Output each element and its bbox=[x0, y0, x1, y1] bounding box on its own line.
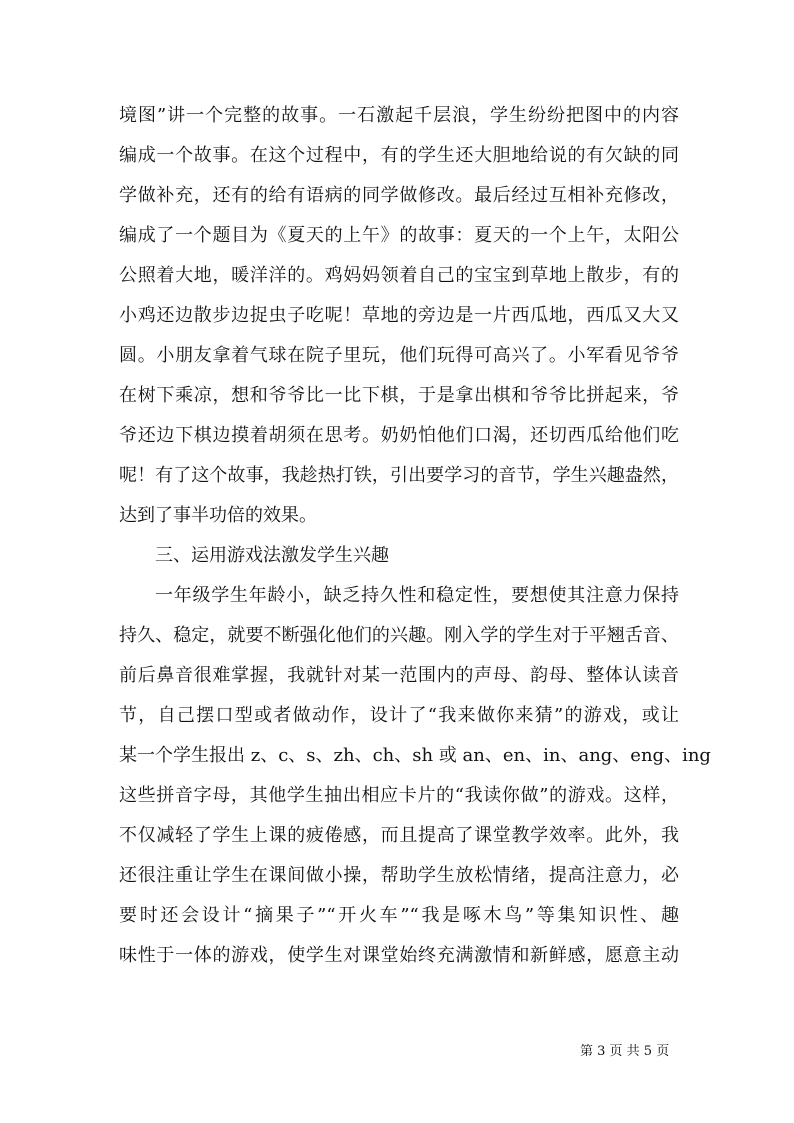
paragraph-line: 小鸡还边散步边捉虫子吃呢！草地的旁边是一片西瓜地，西瓜又大又 bbox=[119, 305, 679, 326]
paragraph-line: 境图”讲一个完整的故事。一石激起千层浪，学生纷纷把图中的内容 bbox=[119, 105, 679, 126]
paragraph-line: 这些拼音字母，其他学生抽出相应卡片的“我读你做”的游戏。这样， bbox=[119, 785, 679, 806]
paragraph-line: 达到了事半功倍的效果。 bbox=[119, 505, 317, 526]
paragraph-line: 公照着大地，暖洋洋的。鸡妈妈领着自己的宝宝到草地上散步，有的 bbox=[119, 265, 679, 286]
paragraph-line: 呢！有了这个故事，我趁热打铁，引出要学习的音节，学生兴趣盎然， bbox=[119, 465, 679, 486]
page-number: 第 3 页 共 5 页 bbox=[580, 1044, 670, 1059]
paragraph-line: 节，自己摆口型或者做动作，设计了“我来做你来猜”的游戏，或让 bbox=[119, 705, 679, 726]
paragraph-line: 不仅减轻了学生上课的疲倦感，而且提高了课堂教学效率。此外，我 bbox=[119, 825, 679, 846]
paragraph-line: 持久、稳定，就要不断强化他们的兴趣。刚入学的学生对于平翘舌音、 bbox=[119, 625, 679, 646]
paragraph-line: 在树下乘凉，想和爷爷比一比下棋，于是拿出棋和爷爷比拼起来，爷 bbox=[119, 385, 679, 406]
paragraph-line: 爷还边下棋边摸着胡须在思考。奶奶怕他们口渴，还切西瓜给他们吃 bbox=[119, 425, 679, 446]
paragraph-line: 还很注重让学生在课间做小操，帮助学生放松情绪，提高注意力，必 bbox=[119, 865, 679, 886]
paragraph-line: 学做补充，还有的给有语病的同学做修改。最后经过互相补充修改， bbox=[119, 185, 679, 206]
paragraph-line: 前后鼻音很难掌握，我就针对某一范围内的声母、韵母、整体认读音 bbox=[119, 665, 679, 686]
paragraph-line: 圆。小朋友拿着气球在院子里玩，他们玩得可高兴了。小军看见爷爷 bbox=[119, 345, 679, 366]
paragraph-line: 要时还会设计“摘果子”“开火车”“我是啄木鸟”等集知识性、趣 bbox=[119, 905, 679, 926]
paragraph-line: 一年级学生年龄小，缺乏持久性和稳定性，要想使其注意力保持 bbox=[155, 585, 679, 606]
paragraph-line: 编成一个故事。在这个过程中，有的学生还大胆地给说的有欠缺的同 bbox=[119, 145, 679, 166]
section-heading: 三、运用游戏法激发学生兴趣 bbox=[155, 545, 389, 566]
paragraph-line: 编成了一个题目为《夏天的上午》的故事：夏天的一个上午，太阳公 bbox=[119, 225, 679, 246]
paragraph-line: 某一个学生报出 z、c、s、zh、ch、sh 或 an、en、in、ang、eng、ing bbox=[119, 745, 711, 766]
paragraph-line: 味性于一体的游戏，使学生对课堂始终充满激情和新鲜感，愿意主动 bbox=[119, 945, 679, 966]
